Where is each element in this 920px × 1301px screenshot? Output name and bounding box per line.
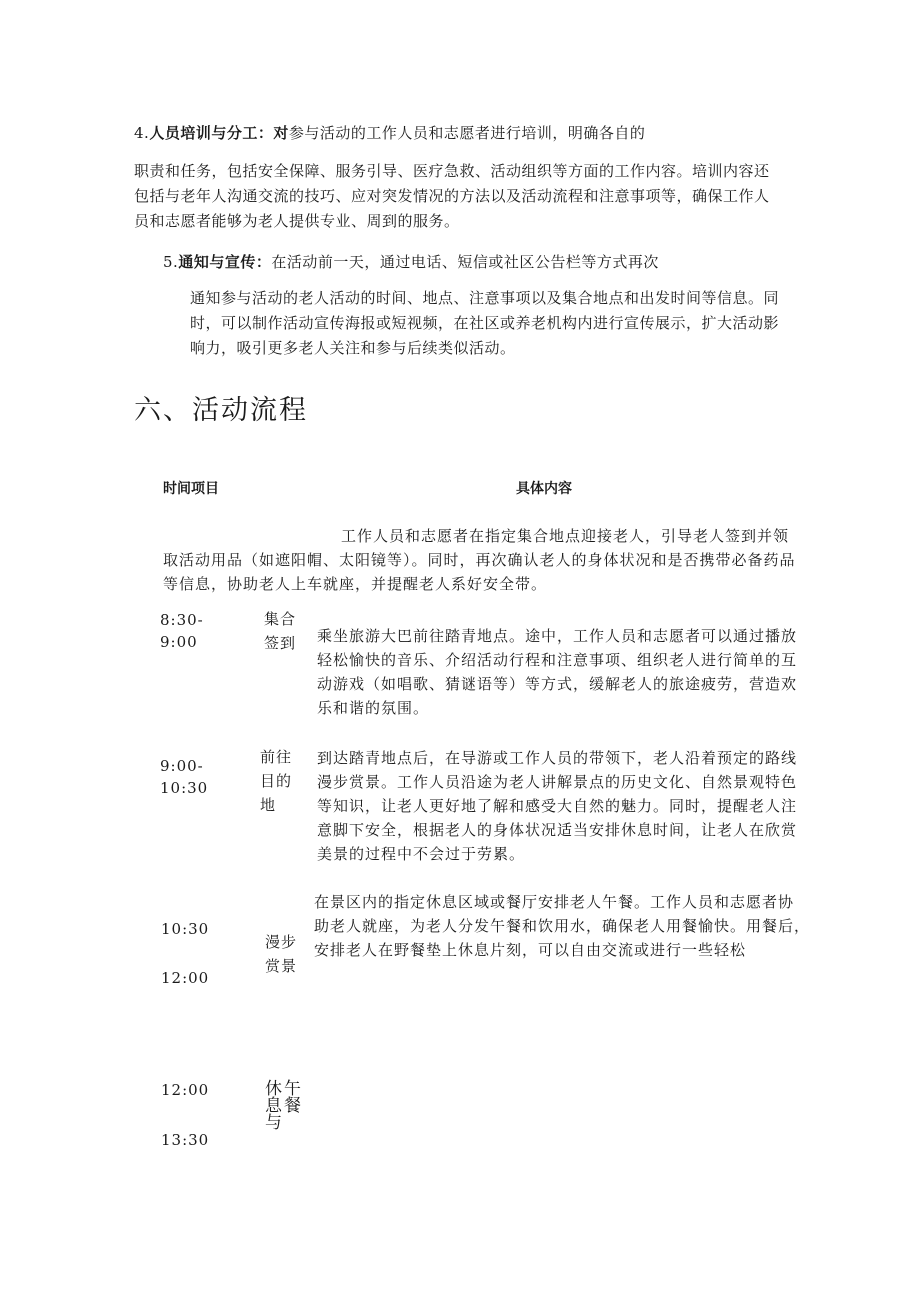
section-5-body bbox=[190, 286, 779, 361]
paragraph-line: 意脚下安全，根据老人的身体状况适当安排休息时间，让老人在欣赏 bbox=[317, 821, 798, 839]
item-text: 午餐 bbox=[280, 1079, 300, 1113]
paragraph-line: 乘坐旅游大巴前往踏青地点。途中，工作人员和志愿者可以通过播放 bbox=[317, 627, 798, 645]
section-6-heading: 六、活动流程 bbox=[134, 395, 308, 426]
item-text: 漫步 bbox=[265, 933, 298, 951]
table-header-content: 具体内容 bbox=[516, 481, 572, 497]
item-cell-gather-signin bbox=[264, 607, 296, 655]
paragraph-line: 在景区内的指定休息区域或餐厅安排老人午餐。工作人员和志愿者协 bbox=[314, 893, 795, 911]
item-text: 签到 bbox=[264, 634, 297, 652]
paragraph-line: 安排老人在野餐垫上休息片刻，可以自由交流或进行一些轻松 bbox=[314, 941, 747, 959]
paragraph-line: 等知识，让老人更好地了解和感受大自然的魅力。同时，提醒老人注 bbox=[317, 797, 798, 815]
paragraph-line: 包括与老年人沟通交流的技巧、应对突发情况的方法以及活动流程和注意事项等，确保工作人 bbox=[134, 187, 770, 205]
paragraph-line: 等信息，协助老人上车就座，并提醒老人系好安全带。 bbox=[163, 575, 548, 593]
paragraph-line: 助老人就座，为老人分发午餐和饮用水，确保老人用餐愉快。用餐后， bbox=[314, 917, 811, 935]
section-5-heading bbox=[163, 250, 659, 275]
paragraph-line: 乐和谐的氛围。 bbox=[317, 699, 430, 717]
item-text: 目的 bbox=[260, 772, 293, 790]
time-start: 9:00- bbox=[160, 757, 204, 775]
section-5-number: 5. bbox=[163, 253, 179, 271]
section-5-intro: 在活动前一天，通过电话、短信或社区公告栏等方式再次 bbox=[271, 253, 659, 271]
section-5-title: 通知与宣传： bbox=[178, 253, 272, 271]
time-end: 10:30 bbox=[160, 779, 209, 797]
content-cell-lunch bbox=[314, 890, 810, 962]
time-cell-0900 bbox=[160, 757, 208, 797]
item-text: 赏景 bbox=[265, 957, 298, 975]
paragraph-line: 响力，吸引更多老人关注和参与后续类似活动。 bbox=[190, 339, 516, 357]
table-row-1-content bbox=[163, 524, 796, 596]
time-end-1330: 13:30 bbox=[161, 1131, 210, 1149]
paragraph-line: 通知参与活动的老人活动的时间、地点、注意事项以及集合地点和出发时间等信息。同 bbox=[190, 289, 780, 307]
section-4-heading bbox=[134, 121, 645, 146]
item-text: 地 bbox=[260, 796, 277, 814]
paragraph-line: 工作人员和志愿者在指定集合地点迎接老人，引导老人签到并领 bbox=[341, 527, 790, 545]
time-end-1200: 12:00 bbox=[161, 969, 210, 987]
section-4-body bbox=[134, 159, 770, 234]
paragraph-line: 美景的过程中不会过于劳累。 bbox=[317, 845, 526, 863]
paragraph-line: 轻松愉快的音乐、介绍活动行程和注意事项、组织老人进行简单的互 bbox=[317, 651, 798, 669]
section-4-title: 人员培训与分工：对 bbox=[149, 124, 289, 142]
item-cell-stroll-view bbox=[265, 930, 297, 978]
time-cell-0830 bbox=[160, 611, 204, 651]
paragraph-line: 时，可以制作活动宣传海报或短视频，在社区或养老机构内进行宣传展示，扩大活动影 bbox=[190, 314, 780, 332]
time-end: 9:00 bbox=[160, 633, 198, 651]
content-cell-bus bbox=[317, 624, 797, 720]
table-header-time-item: 时间项目 bbox=[163, 481, 219, 497]
time-start-1200: 12:00 bbox=[161, 1081, 210, 1099]
time-start: 8:30- bbox=[160, 611, 204, 629]
time-start-1030: 10:30 bbox=[161, 920, 210, 938]
paragraph-line: 取活动用品（如遮阳帽、太阳镜等）。同时，再次确认老人的身体状况和是否携带必备药品 bbox=[163, 551, 796, 569]
paragraph-line: 漫步赏景。工作人员沿途为老人讲解景点的历史文化、自然景观特色 bbox=[317, 773, 798, 791]
content-cell-walk bbox=[317, 746, 797, 866]
paragraph-line: 职责和任务，包括安全保障、服务引导、医疗急救、活动组织等方面的工作内容。培训内容还 bbox=[134, 162, 770, 180]
section-4-intro: 参与活动的工作人员和志愿者进行培训，明确各自的 bbox=[288, 124, 646, 142]
section-4-number: 4. bbox=[134, 124, 150, 142]
item-cell-lunch-rest bbox=[261, 1079, 299, 1130]
item-text: 休息与 bbox=[261, 1079, 281, 1130]
item-text: 集合 bbox=[264, 610, 297, 628]
paragraph-line: 到达踏青地点后，在导游或工作人员的带领下，老人沿着预定的路线 bbox=[317, 749, 798, 767]
paragraph-line: 员和志愿者能够为老人提供专业、周到的服务。 bbox=[134, 212, 460, 230]
item-text: 前往 bbox=[260, 748, 293, 766]
paragraph-line: 动游戏（如唱歌、猜谜语等）等方式，缓解老人的旅途疲劳，营造欢 bbox=[317, 675, 798, 693]
item-cell-go-destination bbox=[260, 745, 292, 817]
